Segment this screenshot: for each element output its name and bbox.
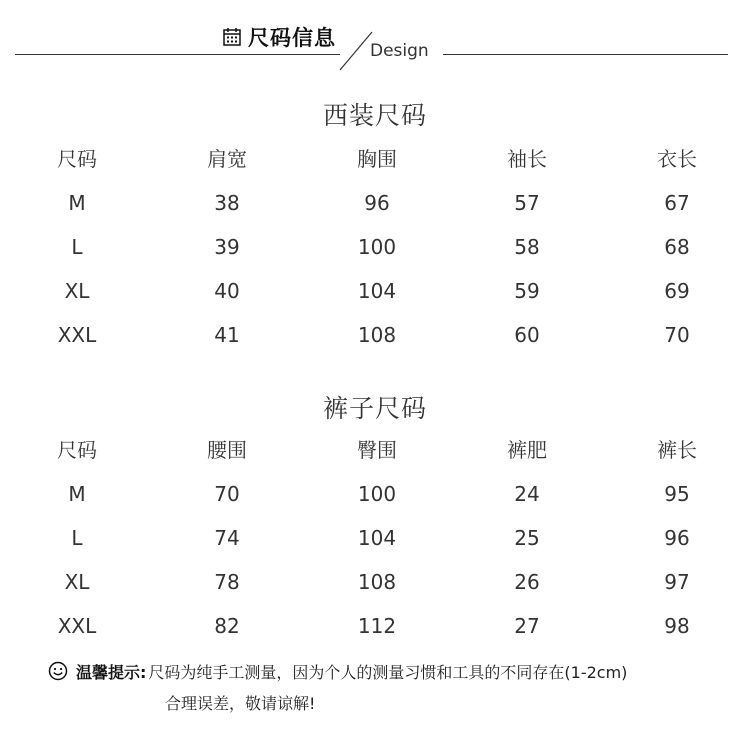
- page-title: 尺码信息: [248, 26, 336, 50]
- table-cell: XL: [64, 279, 90, 303]
- table-cell: XXL: [57, 323, 97, 347]
- pants-size-table: [0, 428, 750, 648]
- table-header-cell: 裤肥: [507, 438, 547, 462]
- table-cell: 104: [357, 526, 397, 550]
- table-cell: 70: [214, 482, 240, 506]
- table-cell: 38: [214, 191, 240, 215]
- table-row: [0, 225, 750, 269]
- table-cell: 40: [214, 279, 240, 303]
- table-cell: 58: [514, 235, 540, 259]
- table-header-cell: 尺码: [57, 147, 97, 171]
- table-cell: M: [68, 482, 86, 506]
- table-cell: 100: [357, 482, 397, 506]
- table-cell: 112: [357, 614, 397, 638]
- table-row: [0, 604, 750, 648]
- table-cell: 39: [214, 235, 240, 259]
- table-cell: 26: [514, 570, 540, 594]
- table-cell: L: [71, 526, 83, 550]
- page-header: [222, 22, 336, 52]
- table-cell: 108: [357, 570, 397, 594]
- table-header-cell: 裤长: [657, 438, 697, 462]
- table-row: [0, 472, 750, 516]
- header-slash-divider: [336, 30, 374, 72]
- table-cell: 104: [357, 279, 397, 303]
- header-divider-left: [15, 54, 340, 55]
- tip-first-line: [48, 657, 738, 685]
- table-header-cell: 尺码: [57, 438, 97, 462]
- header-subtitle: Design: [370, 41, 429, 61]
- table-cell: 27: [514, 614, 540, 638]
- table-cell: 69: [664, 279, 690, 303]
- table-cell: 60: [514, 323, 540, 347]
- table-cell: 96: [364, 191, 390, 215]
- table-cell: 98: [664, 614, 690, 638]
- table-header-cell: 衣长: [657, 147, 697, 171]
- table-header-row: [0, 428, 750, 472]
- table-header-cell: 腰围: [207, 438, 247, 462]
- table-row: [0, 181, 750, 225]
- table-cell: 108: [357, 323, 397, 347]
- table-row: [0, 269, 750, 313]
- table-header-cell: 臀围: [357, 438, 397, 462]
- pants-table-title: 裤子尺码: [322, 394, 427, 423]
- size-tip-note: [48, 657, 738, 714]
- table-cell: 96: [664, 526, 690, 550]
- table-cell: 74: [214, 526, 240, 550]
- tip-label: 温馨提示:: [76, 662, 147, 682]
- table-cell: 59: [514, 279, 540, 303]
- table-cell: XL: [64, 570, 90, 594]
- table-cell: 41: [214, 323, 240, 347]
- table-cell: 97: [664, 570, 690, 594]
- tip-text-line2: 合理误差，敬请谅解!: [165, 694, 316, 713]
- table-cell: 95: [664, 482, 690, 506]
- table-header-cell: 胸围: [357, 147, 397, 171]
- table-row: [0, 313, 750, 357]
- table-cell: 25: [514, 526, 540, 550]
- calendar-icon: [222, 27, 242, 47]
- table-cell: XXL: [57, 614, 97, 638]
- table-cell: 57: [514, 191, 540, 215]
- table-header-cell: 袖长: [507, 147, 547, 171]
- tip-text-line1: 尺码为纯手工测量，因为个人的测量习惯和工具的不同存在(1-2cm): [148, 662, 628, 682]
- smile-icon: [48, 661, 68, 681]
- table-cell: M: [68, 191, 86, 215]
- table-cell: 82: [214, 614, 240, 638]
- table-cell: 67: [664, 191, 690, 215]
- suit-size-table: [0, 137, 750, 357]
- table-cell: 70: [664, 323, 690, 347]
- table-row: [0, 516, 750, 560]
- table-cell: 100: [357, 235, 397, 259]
- table-cell: L: [71, 235, 83, 259]
- suit-table-title: 西装尺码: [322, 101, 427, 130]
- table-cell: 78: [214, 570, 240, 594]
- header-divider-right: [443, 54, 728, 55]
- table-row: [0, 560, 750, 604]
- table-cell: 68: [664, 235, 690, 259]
- table-header-cell: 肩宽: [207, 147, 247, 171]
- table-cell: 24: [514, 482, 540, 506]
- table-header-row: [0, 137, 750, 181]
